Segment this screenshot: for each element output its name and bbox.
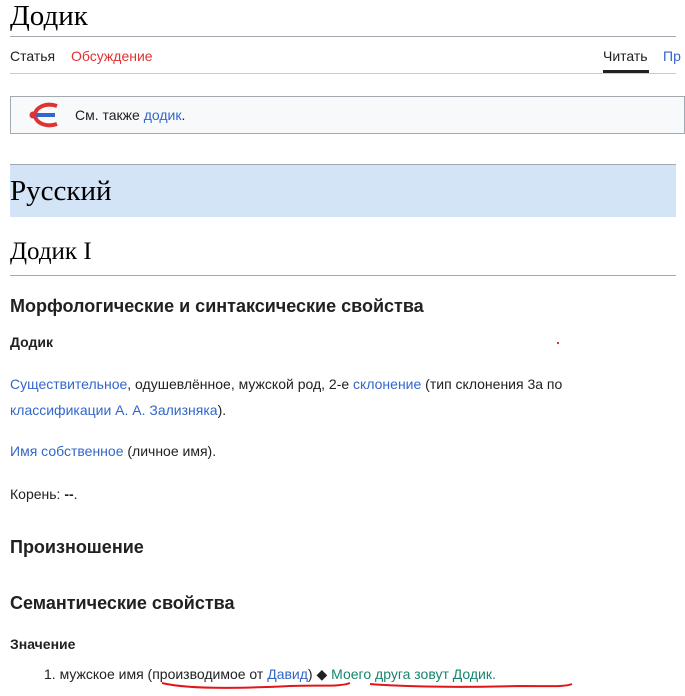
example-sentence: Моего друга зовут Додик. (331, 666, 496, 682)
root-label: Корень: (10, 486, 65, 502)
link-declension[interactable]: склонение (353, 376, 422, 392)
morph-text-2: (тип склонения 3a по (421, 376, 563, 392)
morph-heading: Морфологические и синтаксические свойства (10, 296, 424, 316)
language-header (10, 164, 676, 217)
language-title: Русский (10, 174, 112, 207)
root-line (10, 481, 78, 507)
meaning-number: 1. (44, 666, 56, 682)
tab-discussion[interactable]: Обсуждение (71, 48, 153, 64)
see-also-box (10, 96, 685, 134)
tab-article[interactable]: Статья (10, 48, 56, 64)
pronunciation-heading: Произношение (10, 537, 144, 557)
meaning-item (44, 661, 496, 687)
tab-read[interactable]: Читать (603, 48, 648, 64)
see-also-text (75, 107, 185, 123)
meaning-origin-close: ) (307, 666, 313, 682)
link-zaliznyak[interactable]: классификации А. А. Зализняка (10, 402, 218, 418)
root-value: -- (64, 486, 74, 502)
meaning-heading: Значение (10, 636, 76, 652)
see-also-suffix: . (181, 107, 186, 123)
morph-text-1: , одушевлённое, мужской род, 2-е (127, 376, 354, 392)
title-divider (10, 36, 676, 37)
semantics-heading: Семантические свойства (10, 593, 235, 613)
entry-divider (10, 275, 676, 276)
tabs-divider (10, 73, 676, 74)
page-title: Додик (10, 0, 88, 32)
diamond-icon: ◆ (316, 666, 328, 682)
morph-text-3: ). (217, 402, 227, 418)
proper-name-text: (личное имя). (123, 443, 217, 459)
proper-name-line (10, 438, 216, 464)
morph-word: Додик (10, 334, 54, 350)
link-noun[interactable]: Существительное (10, 376, 128, 392)
see-also-link[interactable]: додик (143, 107, 182, 123)
see-also-prefix: См. также (75, 107, 140, 123)
red-dot-marker (557, 342, 559, 344)
wiktionary-e-icon (25, 100, 65, 130)
morph-line-1 (10, 371, 562, 397)
link-david[interactable]: Давид (267, 666, 308, 682)
meaning-origin-text: (производимое от (147, 666, 268, 682)
tab-edit[interactable]: Пр (663, 48, 681, 64)
meaning-text: мужское имя (59, 666, 148, 682)
link-proper-name[interactable]: Имя собственное (10, 443, 124, 459)
entry-title: Додик I (10, 238, 92, 265)
root-suffix: . (73, 486, 78, 502)
morph-line-2 (10, 397, 226, 423)
